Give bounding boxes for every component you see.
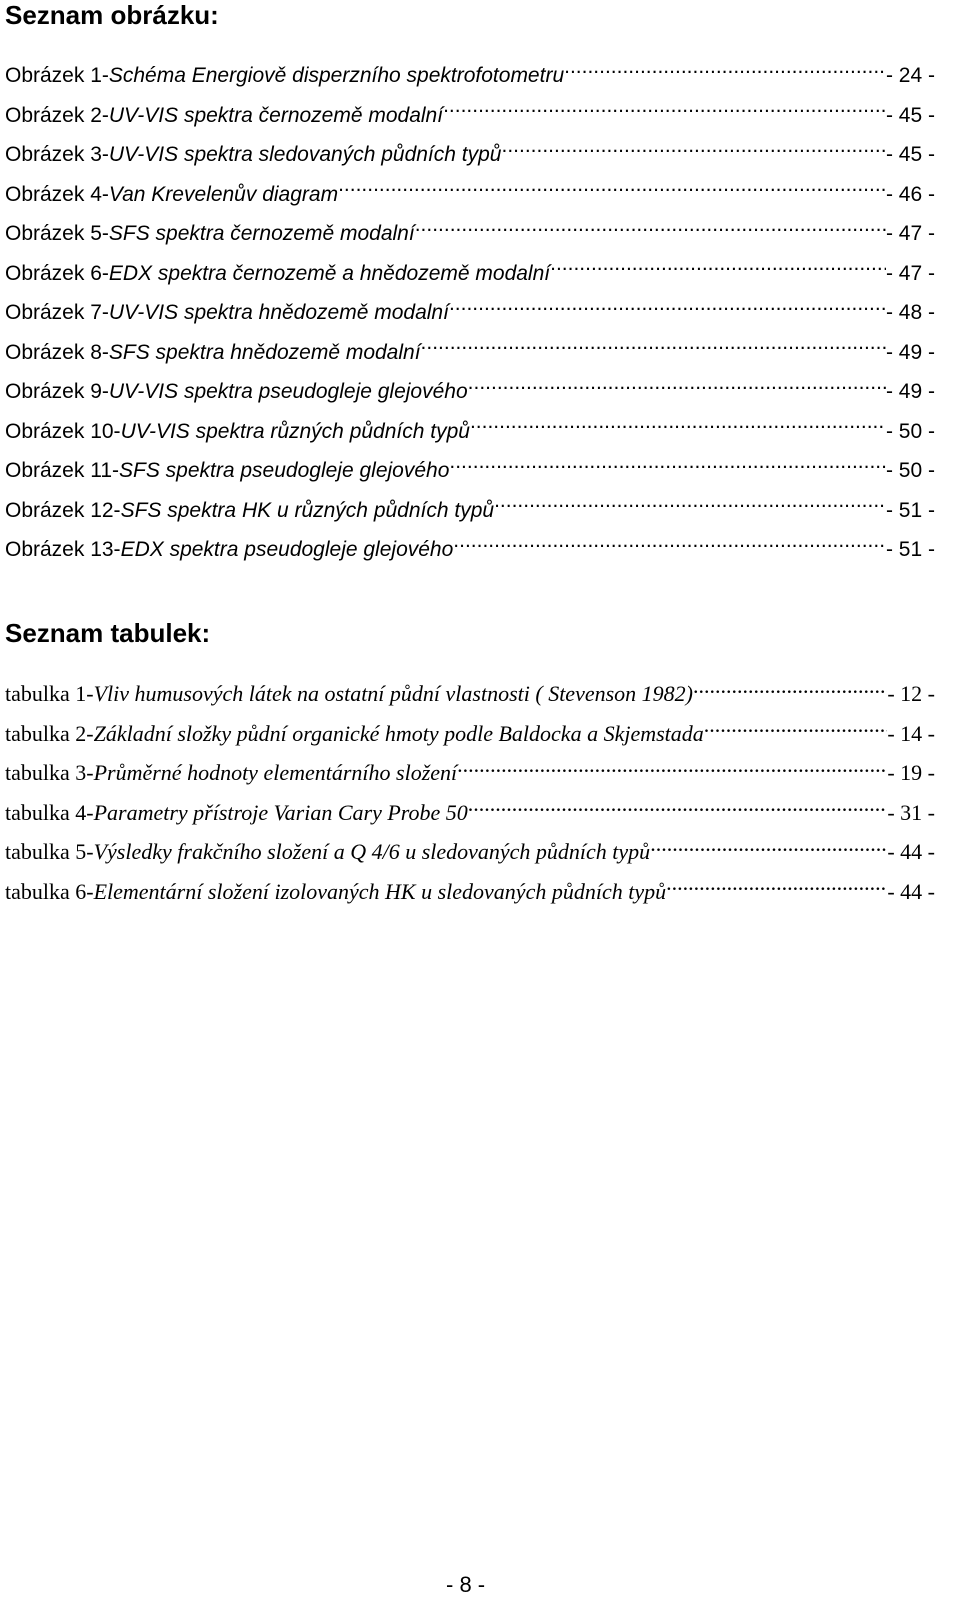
dot-leader (338, 180, 886, 201)
dot-leader (564, 61, 886, 82)
entry-label: tabulka 2- (5, 720, 94, 746)
dot-leader (457, 758, 887, 780)
entry-caption: Elementární složení izolovaných HK u sledovaných půdních typů (93, 878, 667, 904)
figure-entry[interactable] (5, 372, 935, 412)
table-entry[interactable] (5, 872, 935, 912)
dot-leader (415, 219, 886, 240)
entry-caption: UV-VIS spektra černozemě modalní (108, 103, 444, 127)
entry-caption: EDX spektra černozemě a hnědozemě modalní (108, 261, 551, 285)
page-number: - 8 - (446, 1572, 486, 1597)
entry-page: - 51 - (885, 498, 935, 522)
table-entry[interactable] (5, 674, 935, 714)
entry-caption: Schéma Energiově disperzního spektrofotometru (108, 64, 565, 87)
entry-label: tabulka 3- (5, 760, 94, 785)
table-entry[interactable] (5, 753, 935, 793)
figure-entry[interactable] (5, 56, 935, 96)
dot-leader (449, 298, 886, 319)
entry-page: - 44 - (887, 878, 935, 904)
dot-leader (443, 101, 886, 122)
entry-page: - 19 - (887, 760, 935, 785)
dot-leader (666, 877, 887, 899)
figure-entry[interactable] (5, 333, 935, 373)
entry-page: - 49 - (885, 340, 935, 364)
entry-caption: UV-VIS spektra sledovaných půdních typů (108, 143, 502, 166)
entry-label: Obrázek 13- (5, 538, 121, 561)
entry-caption: SFS spektra hnědozemě modalní (108, 340, 421, 364)
dot-leader (494, 496, 886, 517)
entry-page: - 50 - (885, 419, 935, 443)
entry-page: - 14 - (887, 720, 935, 746)
entry-caption: Vliv humusových látek na ostatní půdní vlastnosti ( Stevenson 1982) (93, 681, 693, 706)
entry-label: Obrázek 7- (5, 301, 109, 324)
entry-caption: UV-VIS spektra pseudogleje glejového (108, 380, 468, 403)
entry-caption: UV-VIS spektra hnědozemě modalní (108, 301, 449, 324)
document-page (5, 0, 935, 1609)
entry-page: - 45 - (885, 103, 935, 127)
entry-label: Obrázek 1- (5, 64, 109, 87)
entry-label: tabulka 6- (5, 878, 94, 904)
dot-leader (470, 417, 886, 438)
entry-page: - 31 - (887, 799, 935, 825)
table-entry[interactable] (5, 832, 935, 872)
figure-entry[interactable] (5, 254, 935, 294)
entry-page: - 47 - (885, 222, 935, 245)
entry-caption: SFS spektra pseudogleje glejového (119, 459, 450, 482)
entry-label: Obrázek 10- (5, 419, 121, 443)
entry-label: Obrázek 3- (5, 143, 109, 166)
tables-heading: Seznam tabulek: (5, 618, 211, 648)
entry-label: tabulka 5- (5, 839, 94, 864)
entry-caption: Základní složky půdní organické hmoty podle Baldocka a Skjemstada (93, 720, 704, 746)
entry-label: Obrázek 12- (5, 498, 121, 522)
figure-entry[interactable] (5, 214, 935, 254)
table-list (5, 674, 935, 911)
entry-caption: Průměrné hodnoty elementárního složení (93, 760, 458, 785)
entry-caption: Výsledky frakčního složení a Q 4/6 u sledovaných půdních typů (93, 839, 651, 864)
entry-page: - 49 - (885, 380, 935, 403)
figure-entry[interactable] (5, 135, 935, 175)
entry-caption: SFS spektra HK u různých půdních typů (120, 498, 495, 522)
entry-page: - 24 - (885, 64, 935, 87)
dot-leader (550, 259, 886, 280)
entry-label: Obrázek 11- (5, 459, 119, 482)
entry-page: - 44 - (887, 839, 935, 864)
table-entry[interactable] (5, 793, 935, 833)
figures-heading: Seznam obrázku: (5, 0, 219, 30)
dot-leader (453, 535, 886, 556)
figure-entry[interactable] (5, 491, 935, 531)
entry-page: - 51 - (885, 538, 935, 561)
figure-list (5, 56, 935, 570)
figure-entry[interactable] (5, 175, 935, 215)
entry-caption: SFS spektra černozemě modalní (108, 222, 415, 245)
entry-label: tabulka 1- (5, 681, 94, 706)
entry-caption: UV-VIS spektra různých půdních typů (120, 419, 470, 443)
figure-entry[interactable] (5, 412, 935, 452)
dot-leader (468, 798, 888, 820)
entry-page: - 48 - (885, 301, 935, 324)
dot-leader (693, 679, 887, 701)
entry-label: Obrázek 8- (5, 340, 109, 364)
entry-label: Obrázek 5- (5, 222, 109, 245)
entry-label: Obrázek 4- (5, 182, 109, 206)
table-entry[interactable] (5, 714, 935, 754)
dot-leader (501, 140, 886, 161)
entry-caption: Van Krevelenův diagram (108, 182, 339, 206)
entry-label: Obrázek 2- (5, 103, 109, 127)
entry-page: - 46 - (885, 182, 935, 206)
dot-leader (421, 338, 886, 359)
dot-leader (449, 456, 886, 477)
figure-entry[interactable] (5, 451, 935, 491)
entry-page: - 45 - (885, 143, 935, 166)
entry-label: tabulka 4- (5, 799, 94, 825)
entry-caption: Parametry přístroje Varian Cary Probe 50 (93, 799, 468, 825)
dot-leader (468, 377, 886, 398)
entry-page: - 50 - (885, 459, 935, 482)
entry-page: - 47 - (885, 261, 935, 285)
figure-entry[interactable] (5, 293, 935, 333)
dot-leader (704, 719, 888, 741)
dot-leader (650, 837, 887, 859)
figure-entry[interactable] (5, 530, 935, 570)
entry-label: Obrázek 6- (5, 261, 109, 285)
figure-entry[interactable] (5, 96, 935, 136)
entry-label: Obrázek 9- (5, 380, 109, 403)
entry-caption: EDX spektra pseudogleje glejového (120, 538, 454, 561)
entry-page: - 12 - (887, 681, 935, 706)
